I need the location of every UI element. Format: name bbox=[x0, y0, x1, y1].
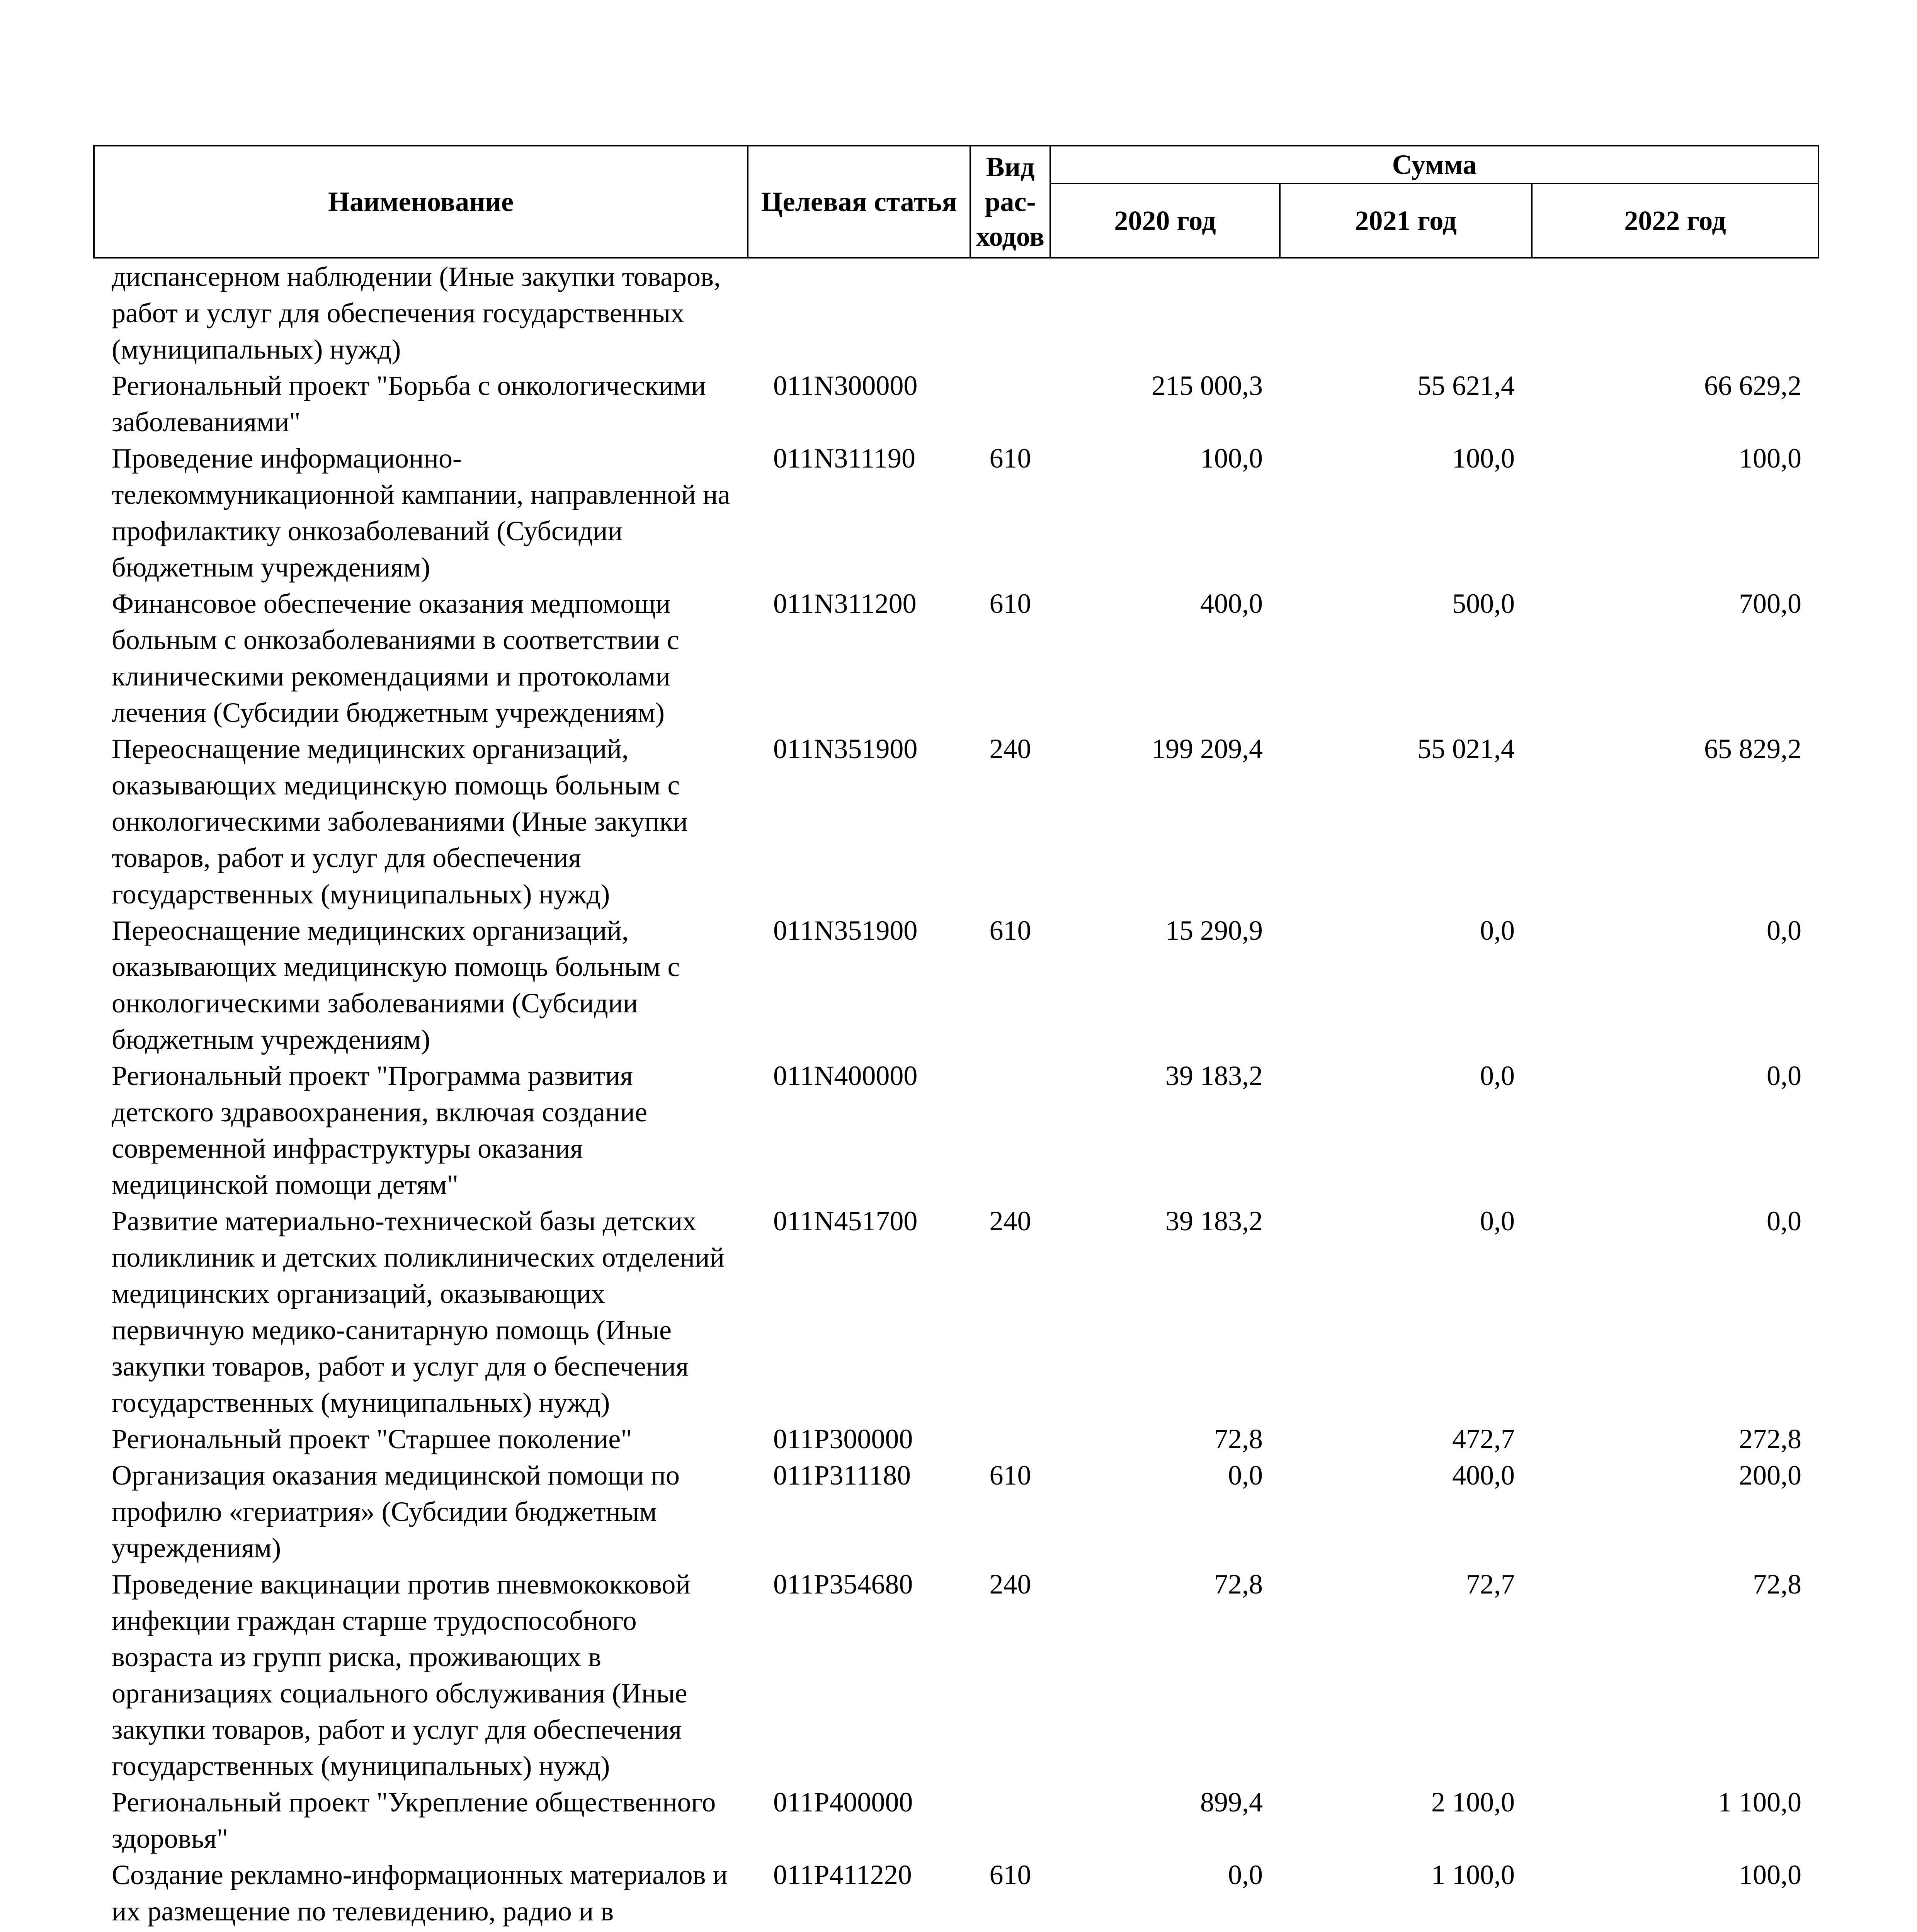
table-row bbox=[94, 1784, 1818, 1857]
header-year-2021: 2021 год bbox=[1280, 184, 1532, 258]
table-row bbox=[94, 585, 1818, 731]
cell-2020: 39 183,2 bbox=[1165, 1060, 1263, 1091]
cell-kind: 240 bbox=[989, 1569, 1031, 1600]
cell-2021: 100,0 bbox=[1452, 443, 1515, 474]
cell-kind bbox=[970, 1058, 1050, 1203]
cell-2021: 0,0 bbox=[1480, 1060, 1515, 1091]
cell-name: Региональный проект "Старшее поколение" bbox=[112, 1423, 632, 1454]
cell-target: 011N400000 bbox=[773, 1060, 918, 1091]
cell-kind bbox=[970, 258, 1050, 367]
table-row bbox=[94, 912, 1818, 1058]
cell-name: Переоснащение медицинских организаций, оказывающих медицинскую помощь больным с онкологическими заболеваниями (Иные закупки товаров, работ и услуг для обеспечения государственных (муниципальных) нужд) bbox=[112, 733, 688, 910]
cell-target: 011P300000 bbox=[773, 1423, 913, 1454]
header-year-2020: 2020 год bbox=[1050, 184, 1280, 258]
cell-2021: 1 100,0 bbox=[1431, 1859, 1515, 1890]
header-target: Целевая статья bbox=[748, 146, 970, 258]
cell-target: 011P311180 bbox=[773, 1460, 911, 1491]
cell-2021: 472,7 bbox=[1452, 1423, 1515, 1454]
cell-name: Проведение вакцинации против пневмококковой инфекции граждан старше трудоспособного возраста из групп риска, проживающих в организациях социального обслуживания (Иные закупки товаров, работ и услуг для обеспечения государственных (муниципальных) нужд) bbox=[112, 1569, 691, 1781]
cell-2021: 400,0 bbox=[1452, 1460, 1515, 1491]
cell-2022: 0,0 bbox=[1767, 1206, 1802, 1236]
cell-name: Переоснащение медицинских организаций, оказывающих медицинскую помощь больным с онкологическими заболеваниями (Субсидии бюджетным учреждениям) bbox=[112, 915, 680, 1055]
cell-2022: 272,8 bbox=[1739, 1423, 1802, 1454]
cell-2022: 100,0 bbox=[1739, 443, 1802, 474]
cell-2021: 0,0 bbox=[1480, 1206, 1515, 1236]
cell-2022: 0,0 bbox=[1767, 915, 1802, 946]
cell-kind: 240 bbox=[989, 733, 1031, 764]
cell-2021: 500,0 bbox=[1452, 588, 1515, 619]
cell-2020: 400,0 bbox=[1200, 588, 1263, 619]
cell-target: 011N311190 bbox=[773, 443, 915, 474]
table-row bbox=[94, 1421, 1818, 1457]
cell-2020 bbox=[1050, 258, 1280, 367]
cell-2020: 199 209,4 bbox=[1152, 733, 1263, 764]
cell-kind: 610 bbox=[989, 443, 1031, 474]
cell-2020: 0,0 bbox=[1228, 1859, 1263, 1890]
cell-kind: 610 bbox=[989, 588, 1031, 619]
cell-2022: 66 629,2 bbox=[1704, 370, 1802, 401]
cell-target: 011P400000 bbox=[773, 1787, 913, 1818]
cell-2021: 2 100,0 bbox=[1431, 1787, 1515, 1818]
cell-2022: 1 100,0 bbox=[1718, 1787, 1802, 1818]
cell-2020: 72,8 bbox=[1214, 1423, 1263, 1454]
cell-2022: 0,0 bbox=[1767, 1060, 1802, 1091]
cell-2021: 72,7 bbox=[1466, 1569, 1515, 1600]
cell-target: 011N351900 bbox=[773, 733, 918, 764]
table-body bbox=[94, 258, 1818, 1932]
cell-kind: 610 bbox=[989, 915, 1031, 946]
cell-name: Создание рекламно-информационных материалов и их размещение по телевидению, радио и в bbox=[112, 1859, 728, 1927]
budget-table bbox=[93, 145, 1819, 1932]
cell-name: диспансерном наблюдении (Иные закупки товаров, работ и услуг для обеспечения государственных (муниципальных) нужд) bbox=[112, 261, 721, 365]
cell-name: Финансовое обеспечение оказания медпомощи больным с онкозаболеваниями в соответствии с клиническими рекомендациями и протоколами лечения (Субсидии бюджетным учреждениям) bbox=[112, 588, 679, 728]
cell-target: 011N351900 bbox=[773, 915, 918, 946]
cell-2020: 39 183,2 bbox=[1165, 1206, 1263, 1236]
cell-name: Региональный проект "Укрепление общественного здоровья" bbox=[112, 1787, 716, 1854]
table-row bbox=[94, 1058, 1818, 1203]
cell-2020: 899,4 bbox=[1200, 1787, 1263, 1818]
cell-kind: 240 bbox=[989, 1206, 1031, 1236]
table-row bbox=[94, 1566, 1818, 1784]
cell-target: 011P411220 bbox=[773, 1859, 912, 1890]
cell-2020: 0,0 bbox=[1228, 1460, 1263, 1491]
cell-target: 011N300000 bbox=[773, 370, 918, 401]
table-row bbox=[94, 367, 1818, 440]
cell-target: 011N311200 bbox=[773, 588, 917, 619]
cell-2020: 72,8 bbox=[1214, 1569, 1263, 1600]
cell-2022 bbox=[1532, 258, 1818, 367]
cell-2020: 100,0 bbox=[1200, 443, 1263, 474]
header-kind: Вид рас-ходов bbox=[970, 146, 1050, 258]
table-row bbox=[94, 1857, 1818, 1932]
cell-2020: 215 000,3 bbox=[1152, 370, 1263, 401]
cell-2021: 55 621,4 bbox=[1417, 370, 1515, 401]
cell-kind bbox=[970, 367, 1050, 440]
cell-2021: 55 021,4 bbox=[1417, 733, 1515, 764]
cell-2022: 100,0 bbox=[1739, 1859, 1802, 1890]
cell-kind bbox=[970, 1421, 1050, 1457]
cell-kind bbox=[970, 1784, 1050, 1857]
header-year-2022: 2022 год bbox=[1532, 184, 1818, 258]
table-row bbox=[94, 440, 1818, 585]
cell-kind: 610 bbox=[989, 1859, 1031, 1890]
cell-name: Проведение информационно-телекоммуникационной кампании, направленной на профилактику онкозаболеваний (Субсидии бюджетным учреждениям) bbox=[112, 443, 730, 583]
table-row bbox=[94, 1457, 1818, 1566]
cell-2022: 200,0 bbox=[1739, 1460, 1802, 1491]
table-row bbox=[94, 258, 1818, 367]
cell-target bbox=[748, 258, 970, 367]
table-row bbox=[94, 1203, 1818, 1421]
cell-kind: 610 bbox=[989, 1460, 1031, 1491]
cell-2022: 65 829,2 bbox=[1704, 733, 1802, 764]
cell-target: 011N451700 bbox=[773, 1206, 918, 1236]
cell-name: Развитие материально-технической базы детских поликлиник и детских поликлинических отделений медицинских организаций, оказывающих первичную медико-санитарную помощь (Иные закупки товаров, работ и услуг для о беспечения государственных (муниципальных) нужд) bbox=[112, 1206, 725, 1418]
cell-2020: 15 290,9 bbox=[1165, 915, 1263, 946]
header-name: Наименование bbox=[94, 146, 748, 258]
cell-name: Региональный проект "Борьба с онкологическими заболеваниями" bbox=[112, 370, 706, 437]
cell-2021: 0,0 bbox=[1480, 915, 1515, 946]
cell-target: 011P354680 bbox=[773, 1569, 913, 1600]
table-row bbox=[94, 731, 1818, 912]
cell-name: Организация оказания медицинской помощи по профилю «гериатрия» (Субсидии бюджетным учреждениям) bbox=[112, 1460, 680, 1563]
cell-2022: 700,0 bbox=[1739, 588, 1802, 619]
cell-name: Региональный проект "Программа развития детского здравоохранения, включая создание современной инфраструктуры оказания медицинской помощи детям" bbox=[112, 1060, 647, 1200]
cell-2021 bbox=[1280, 258, 1532, 367]
header-sum: Сумма bbox=[1050, 146, 1818, 184]
cell-2022: 72,8 bbox=[1753, 1569, 1802, 1600]
table-header bbox=[94, 146, 1818, 258]
